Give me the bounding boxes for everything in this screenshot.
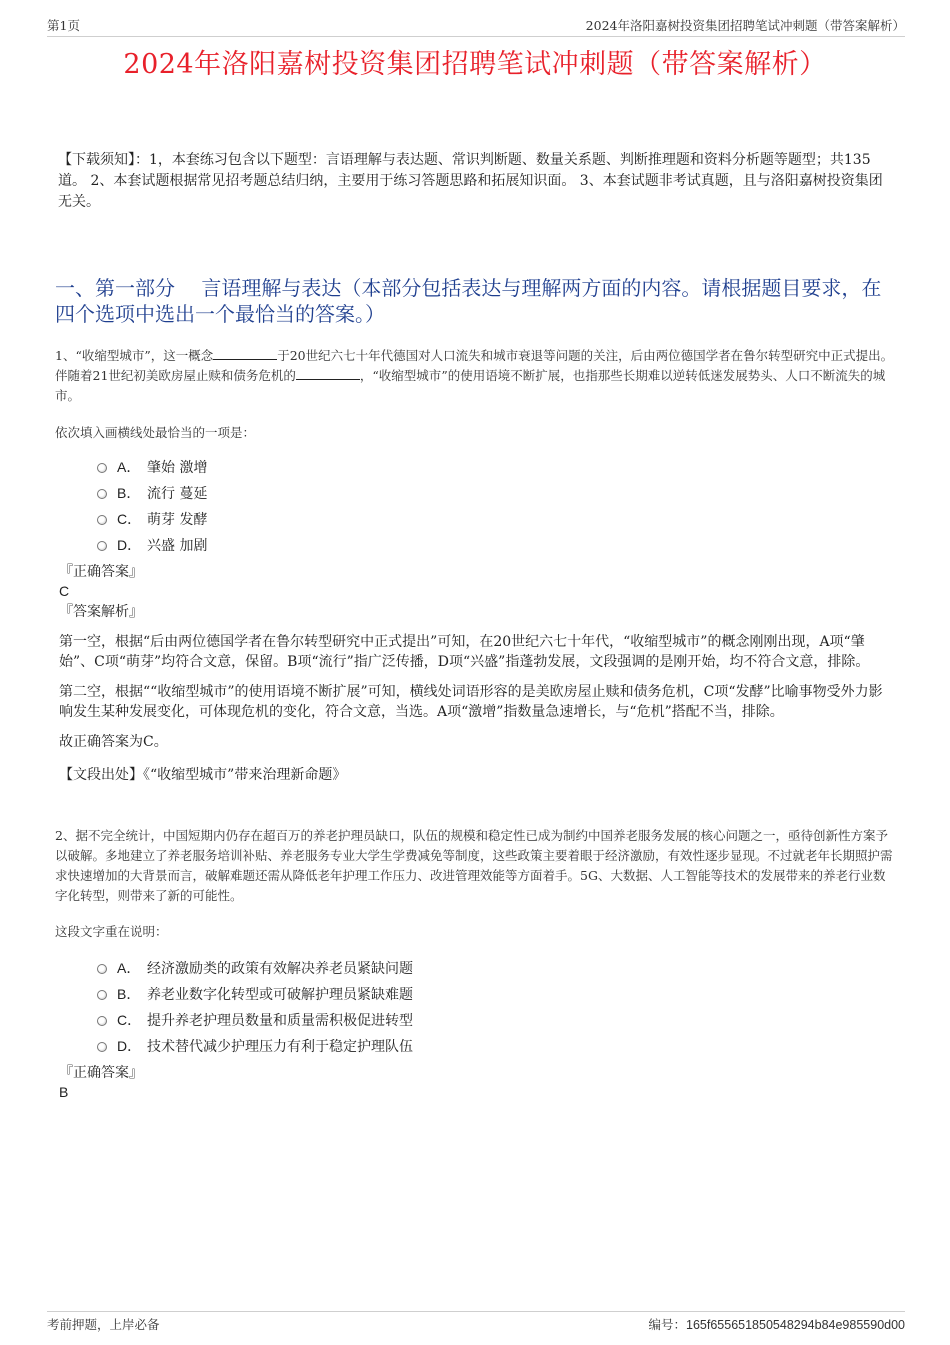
question-1-stem — [55, 346, 895, 406]
option-b[interactable]: B． 养老业数字化转型或可破解护理员紧缺难题 — [55, 981, 895, 1007]
option-c[interactable]: C． 萌芽 发酵 — [55, 506, 895, 532]
option-a[interactable]: A． 经济激励类的政策有效解决养老员紧缺问题 — [55, 955, 895, 981]
radio-icon[interactable] — [97, 463, 107, 473]
correct-answer-value: B — [59, 1084, 69, 1100]
radio-icon[interactable] — [97, 541, 107, 551]
question-1-prompt: 依次填入画横线处最恰当的一项是： — [55, 425, 256, 440]
radio-icon[interactable] — [97, 489, 107, 499]
fill-blank-2 — [296, 367, 360, 380]
option-a[interactable]: A． 肇始 激增 — [55, 454, 895, 480]
page-header — [47, 14, 905, 37]
question-2-options — [55, 955, 895, 1059]
correct-answer-value: C — [59, 583, 70, 599]
radio-icon[interactable] — [97, 1016, 107, 1026]
footer-slogan: 考前押题，上岸必备 — [47, 1317, 160, 1332]
option-d[interactable]: D． 技术替代减少护理压力有利于稳定护理队伍 — [55, 1033, 895, 1059]
page-number: 第1页 — [47, 18, 80, 33]
question-1-stem-part1: 1、“收缩型城市”，这一概念 — [55, 348, 214, 363]
option-b[interactable]: B． 流行 蔓延 — [55, 480, 895, 506]
page-footer — [47, 1311, 905, 1333]
question-2 — [55, 826, 895, 1101]
footer-serial: 编号：165f65565185054829​4b84e985590d00 — [648, 1317, 905, 1332]
section-heading: 一、第一部分 言语理解与表达（本部分包括表达与理解两方面的内容。请根据题目要求，在四个选项中选出一个最恰当的答案。） — [55, 276, 882, 326]
question-1 — [55, 346, 895, 784]
radio-icon[interactable] — [97, 515, 107, 525]
analysis-paragraph-1: 第一空，根据“后由两位德国学者在鲁尔转型研究中正式提出”可知，在20世纪六七十年代，“收缩型城市”的概念刚刚出现，A项“肇始”、C项“萌芽”均符合文意，保留。B项“流行”指广泛传播，D项“兴盛”指蓬勃发展，文段强调的是刚开始，均不符合文意，排除。 — [59, 634, 870, 670]
radio-icon[interactable] — [97, 964, 107, 974]
option-d[interactable]: D． 兴盛 加剧 — [55, 532, 895, 558]
question-1-stem-part2: 于20世纪六七十年代德国对人口流失和城市衰退等问题的关注，后由两位德国学者在鲁尔转型研究中正式提出。伴随着21世纪初美欧房屋止赎和债务危机的 — [55, 348, 894, 383]
correct-answer-label: 『正确答案』 — [59, 564, 143, 580]
question-1-stem-part3: ，“收缩型城市”的使用语境不断扩展，也指那些长期难以逆转低迷发展势头、人口不断流失的城市。 — [55, 368, 886, 403]
question-2-prompt: 这段文字重在说明： — [55, 924, 168, 939]
radio-icon[interactable] — [97, 1042, 107, 1052]
analysis-conclusion: 故正确答案为C。 — [59, 734, 168, 750]
radio-icon[interactable] — [97, 990, 107, 1000]
analysis-paragraph-2: 第二空，根据““收缩型城市”的使用语境不断扩展”可知，横线处词语形容的是美欧房屋止赎和债务危机，C项“发酵”比喻事物受外力影响发生某种发展变化，可体现危机的变化，符合文意，当选。A项“激增”指数量急速增长，与“危机”搭配不当，排除。 — [59, 684, 883, 720]
question-2-stem: 2、据不完全统计，中国短期内仍存在超百万的养老护理员缺口，队伍的规模和稳定性已成为制约中国养老服务发展的核心问题之一，亟待创新性方案予以破解。多地建立了养老服务培训补贴、养老服务专业大学生学费减免等制度，这些政策主要着眼于经济激励，有效性逐步显现。不过就老年长期照护需求快速增加的大背景而言，破解难题还需从降低老年护理工作压力、改进管理效能等方面着手。5G、大数据、人工智能等技术的发展带来的养老行业数字化转型，则带来了新的可能性。 — [55, 828, 893, 903]
document-title: 2024年洛阳嘉树投资集团招聘笔试冲刺题（带答案解析） — [123, 49, 827, 80]
question-1-options — [55, 454, 895, 558]
analysis-label: 『答案解析』 — [59, 604, 143, 620]
passage-source: 【文段出处】《“收缩型城市”带来治理新命题》 — [59, 767, 347, 783]
correct-answer-label: 『正确答案』 — [59, 1065, 143, 1081]
fill-blank-1 — [213, 347, 277, 360]
serial-number: 165f65565185054829​4b84e985590d00 — [686, 1318, 905, 1332]
download-notice: 【下载须知】：1，本套练习包含以下题型：言语理解与表达题、常识判断题、数量关系题、判断推理题和资料分析题等题型；共135道。 2、本套试题根据常见招考题总结归纳，主要用于练习答题思路和拓展知识面。 3、本套试题非考试真题，且与洛阳嘉树投资集团无关。 — [58, 152, 883, 210]
running-title: 2024年洛阳嘉树投资集团招聘笔试冲刺题（带答案解析） — [585, 18, 905, 33]
option-c[interactable]: C． 提升养老护理员数量和质量需积极促进转型 — [55, 1007, 895, 1033]
